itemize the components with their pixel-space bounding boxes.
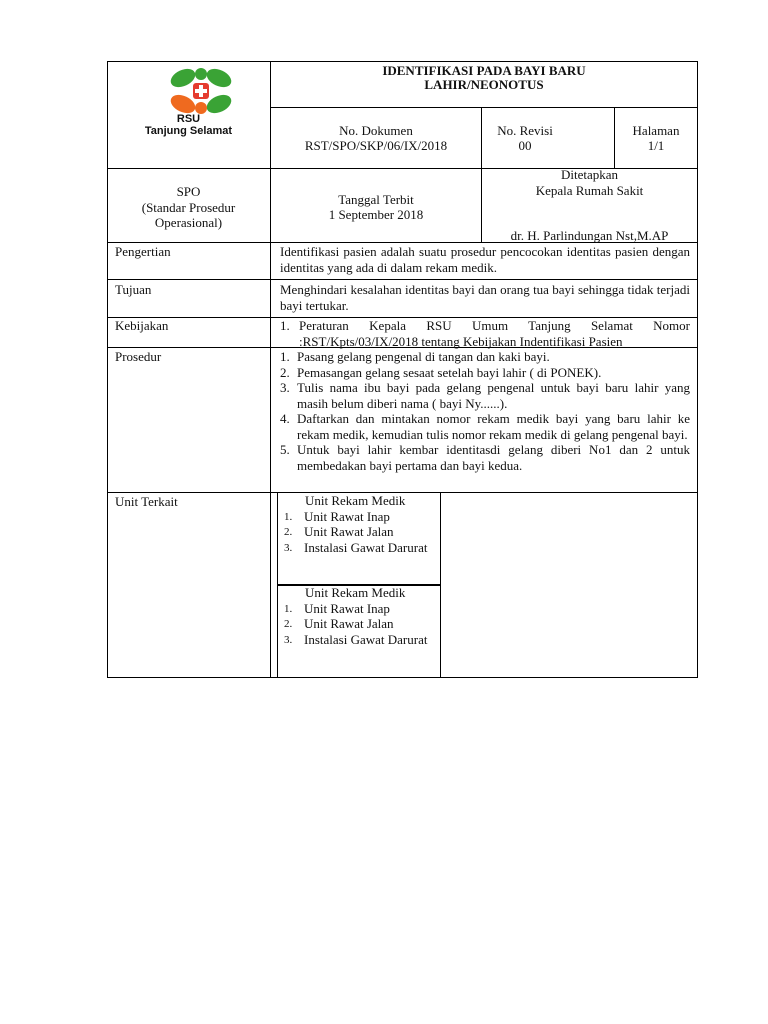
prosedur-item [280, 411, 690, 442]
prosedur-item [280, 380, 690, 411]
halaman-label: Halaman [632, 123, 680, 138]
unit-item-number: 2. [284, 526, 293, 538]
kebijakan-label: Kebijakan [115, 318, 169, 333]
no-dokumen-label: No. Dokumen [339, 123, 413, 138]
unit-item [278, 509, 434, 525]
prosedur-item [280, 349, 690, 365]
no-revisi-cell [482, 123, 568, 153]
prosedur-item-number: 1. [280, 349, 290, 364]
ditetapkan-cell [482, 167, 697, 198]
signatory-name: dr. H. Parlindungan Nst,M.AP [510, 228, 669, 243]
logo-text-name: Tanjung Selamat [144, 125, 233, 137]
pengertian-text: Identifikasi pasien adalah suatu prosedur pencocokan identitas pasien dengan identitas yang ada di dalam rekam medik. [280, 244, 690, 275]
halaman-cell [615, 123, 697, 153]
prosedur-item-text: Pasang gelang pengenal di tangan dan kaki bayi. [297, 349, 550, 364]
unit-item-text: Unit Rawat Inap [304, 600, 390, 616]
unit-item-number: 3. [284, 541, 293, 554]
prosedur-item-number: 3. [280, 380, 290, 395]
tanggal-terbit-label: Tanggal Terbit [338, 192, 414, 207]
unit-block-2-title: Unit Rekam Medik [305, 585, 406, 600]
no-dokumen-value: RST/SPO/SKP/06/IX/2018 [304, 138, 448, 153]
unit-item-text: Unit Rawat Jalan [304, 616, 394, 631]
unit-terkait-label: Unit Terkait [115, 494, 178, 509]
prosedur-label: Prosedur [115, 349, 162, 364]
title-line-1: IDENTIFIKASI PADA BAYI BARU [382, 63, 586, 78]
prosedur-item-number: 5. [280, 442, 290, 457]
unit-item [278, 540, 434, 556]
pengertian-label: Pengertian [115, 244, 171, 259]
prosedur-item [280, 442, 690, 473]
tujuan-label: Tujuan [115, 282, 152, 297]
unit-item [278, 524, 434, 540]
unit-item-text: Instalasi Gawat Darurat [304, 539, 428, 555]
unit-item-number: 2. [284, 618, 293, 630]
unit-item-text: Unit Rawat Inap [304, 508, 390, 524]
tujuan-text: Menghindari kesalahan identitas bayi dan orang tua bayi sehingga tidak terjadi bayi tertukar. [280, 282, 690, 313]
no-dokumen-cell [271, 123, 481, 153]
ditetapkan-label: Ditetapkan [560, 167, 619, 182]
unit-block-1 [278, 493, 440, 555]
unit-block-1-list [278, 509, 440, 556]
prosedur-item-text: Daftarkan dan mintakan nomor rekam medik bayi yang baru lahir ke rekam medik, kemudian tulis nomor rekam medik di gelang pengenal bayi. [297, 411, 690, 442]
table-border-right [697, 61, 698, 678]
spo-cell [107, 184, 270, 231]
document-title [271, 64, 697, 92]
kebijakan-item [280, 318, 690, 349]
tanggal-terbit-value: 1 September 2018 [328, 207, 424, 222]
spo-line-3: Operasional) [154, 215, 223, 230]
prosedur-item-text: Tulis nama ibu bayi pada gelang pengenal untuk bayi baru lahir yang masih belum diberi nama ( bayi Ny......). [297, 380, 690, 411]
unit-item [278, 632, 434, 648]
unit-item-text: Instalasi Gawat Darurat [304, 631, 428, 647]
tanggal-terbit-cell [271, 192, 481, 222]
no-revisi-label: No. Revisi [497, 123, 553, 138]
logo-cell [107, 61, 270, 168]
table-border-bottom [107, 677, 698, 678]
prosedur-item-number: 4. [280, 411, 290, 426]
title-divider [270, 107, 698, 108]
prosedur-list [280, 349, 690, 473]
column-divider [270, 61, 271, 678]
kebijakan-number: 1. [280, 318, 290, 333]
prosedur-item-number: 2. [280, 364, 290, 380]
unit-item-number: 1. [284, 510, 293, 523]
unit-item [278, 601, 434, 617]
title-line-2: LAHIR/NEONOTUS [424, 77, 544, 92]
spo-document [107, 61, 698, 678]
prosedur-item [280, 365, 690, 381]
unit-item-number: 1. [284, 602, 293, 615]
row-divider-tujuan [107, 279, 698, 280]
logo-text-rsu: RSU [176, 113, 201, 125]
kepala-rumah-sakit: Kepala Rumah Sakit [535, 182, 644, 198]
hospital-logo-icon [166, 66, 236, 116]
kebijakan-text: Peraturan Kepala RSU Umum Tanjung Selamat Nomor :RST/Kpts/03/IX/2018 tentang Kebijakan Indentifikasi Pasien [299, 318, 690, 349]
unit-block-2 [278, 585, 440, 647]
unit-item-number: 3. [284, 633, 293, 646]
unit-block-2-list [278, 601, 440, 648]
prosedur-item-text: Untuk bayi lahir kembar identitasdi gelang diberi No1 dan 2 untuk membedakan bayi pertama dan bayi kedua. [297, 442, 690, 473]
prosedur-item-text: Pemasangan gelang sesaat setelah bayi lahir ( di PONEK). [297, 364, 602, 380]
unit-item-text: Unit Rawat Jalan [304, 524, 394, 539]
spo-line-2: (Standar Prosedur [141, 199, 236, 215]
unit-block-1-title: Unit Rekam Medik [305, 493, 406, 508]
spo-line-1: SPO [176, 184, 201, 199]
unit-item [278, 616, 434, 632]
no-revisi-value: 00 [518, 138, 532, 153]
halaman-value: 1/1 [647, 138, 665, 153]
